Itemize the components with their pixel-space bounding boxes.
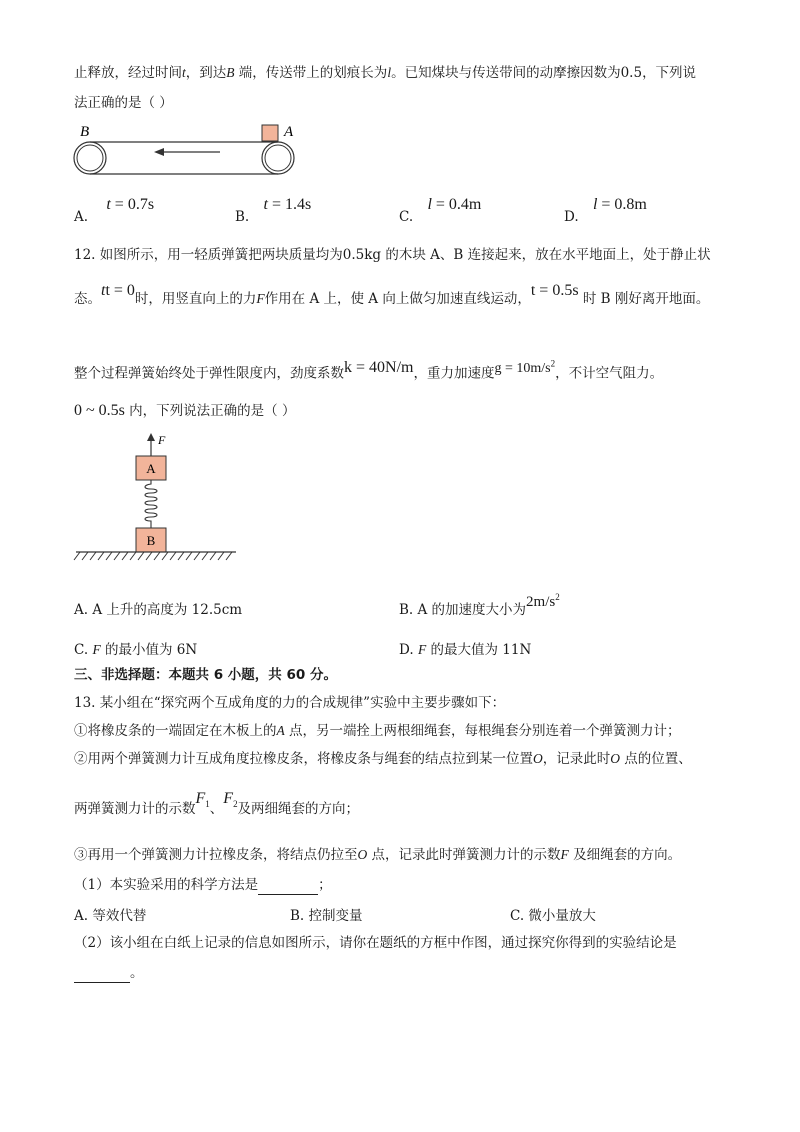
q11-option-b: B. t = 1.4s: [235, 196, 312, 225]
answer-blank-1[interactable]: [258, 876, 318, 895]
q12-text-line3: 整个过程弹簧始终处于弹性限度内，劲度系数k = 40N/m，重力加速度$g = 10m/s^2$，不计空气阻力。: [74, 358, 664, 382]
section-3-heading: 三、非选择题：本题共 6 小题，共 60 分。: [74, 667, 337, 683]
q11-option-c: C. l = 0.4m: [399, 196, 482, 225]
q12-option-d: D. F 的最大值为 11N: [399, 642, 532, 658]
pulley-left: [74, 142, 106, 174]
pulley-right-inner: [265, 145, 291, 171]
ground-hatching: [74, 552, 232, 560]
q13-choice-b: B. 控制变量: [290, 908, 363, 924]
coal-block: [262, 125, 278, 141]
q13-choice-c: C. 微小量放大: [510, 908, 596, 924]
q13-part1: （1）本实验采用的科学方法是 ；: [74, 877, 332, 893]
q11-option-a: A. t = 0.7s: [74, 196, 155, 225]
q12-text-line2: 态。tt = 0时，用竖直向上的力F作用在 A 上，使 A 向上做匀加速直线运动，t = 0.5s 时 B 刚好离开地面。: [74, 282, 710, 307]
label-A: A: [284, 124, 294, 140]
q12-text-line1: 12. 如图所示，用一轻质弹簧把两块质量均为0.5kg 的木块 A、B 连接起来，放在水平地面上，处于静止状: [74, 247, 711, 263]
q12-option-c: C. F 的最小值为 6N: [74, 642, 198, 658]
q13-part2: （2）该小组在白纸上记录的信息如图所示，请你在题纸的方框中作图，通过探究你得到的实验结论是: [74, 935, 677, 951]
q12-text-line4: 0 ~ 0.5s 内，下列说法正确的是（ ）: [74, 402, 296, 419]
label-block-B: B: [146, 533, 156, 548]
label-F: F: [158, 433, 166, 447]
q13-step3: ③再用一个弹簧测力计拉橡皮条，将结点仍拉至O 点，记录此时弹簧测力计的示数F 及细绳套的方向。: [74, 847, 682, 863]
q12-option-b: B. A 的加速度大小为$2m/s^2$: [399, 592, 560, 618]
spring: [145, 480, 157, 528]
conveyor-belt-figure: [70, 118, 310, 184]
label-B: B: [80, 124, 90, 140]
force-arrow-head: [147, 433, 155, 441]
q13-step2: ②用两个弹簧测力计互成角度拉橡皮条，将橡皮条与绳套的结点拉到某一位置O，记录此时O 点的位置、: [74, 751, 692, 767]
label-block-A: A: [146, 461, 156, 476]
pulley-left-inner: [77, 145, 103, 171]
q11-text-line1: 止释放，经过时间t，到达B 端，传送带上的划痕长为l。已知煤块与传送带间的动摩擦因数为0.5，下列说: [74, 65, 697, 81]
q11-option-d: D. l = 0.8m: [564, 196, 647, 225]
q12-option-a: A. A 上升的高度为 12.5cm: [74, 602, 243, 618]
q13-part2-answer: 。: [74, 964, 144, 983]
q13-choice-a: A. 等效代替: [74, 908, 147, 924]
motion-arrow-head: [154, 148, 164, 156]
answer-blank-2[interactable]: [74, 964, 130, 983]
q13-step2-cont: 两弹簧测力计的示数$F_1$、$F_2$及两细绳套的方向；: [74, 790, 360, 817]
pulley-right: [262, 142, 294, 174]
q13-text-line1: 13. 某小组在“探究两个互成角度的力的合成规律”实验中主要步骤如下：: [74, 695, 506, 711]
q13-step1: ①将橡皮条的一端固定在木板上的A 点，另一端拴上两根细绳套，每根绳套分别连着一个弹簧测力计；: [74, 723, 681, 739]
q11-text-line2: 法正确的是（ ）: [74, 95, 173, 111]
spring-blocks-figure: [72, 430, 242, 562]
